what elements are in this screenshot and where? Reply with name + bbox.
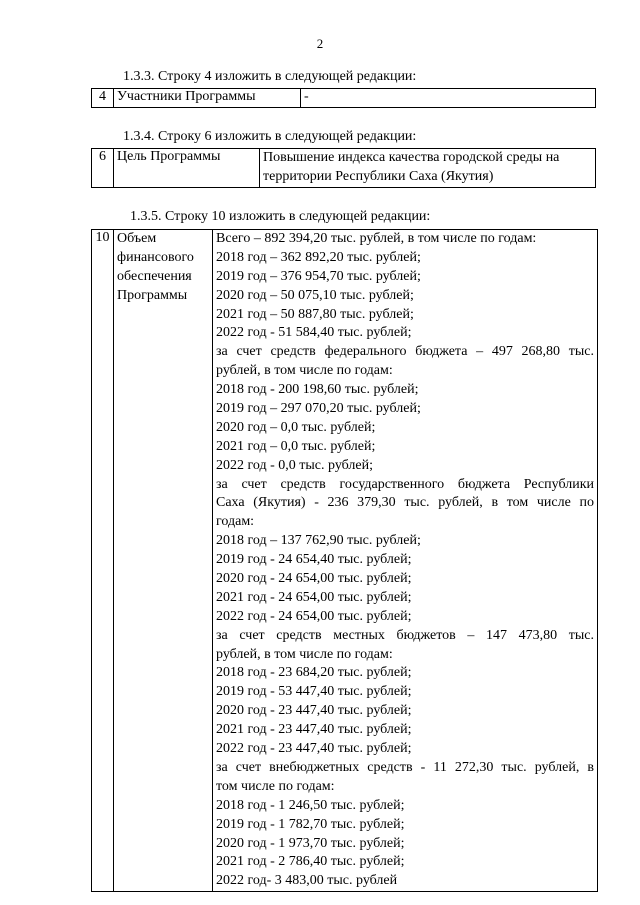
funding-content (213, 230, 598, 892)
funding-line: 2022 год - 24 654,00 тыс. рублей; (216, 608, 412, 624)
section-heading-1-3-5: 1.3.5. Строку 10 изложить в следующей редакции: (130, 209, 431, 224)
table-row-6 (91, 148, 596, 188)
funding-line: 2019 год – 297 070,20 тыс. рублей; (216, 401, 421, 417)
funding-line: 2018 год – 137 762,90 тыс. рублей; (216, 533, 421, 549)
funding-line: 2021 год – 50 887,80 тыс. рублей; (216, 306, 414, 322)
funding-line: за счет средств местных бюджетов – 147 473,80 тыс. (216, 627, 594, 643)
funding-line: 2020 год - 23 447,40 тыс. рублей; (216, 703, 412, 719)
funding-line: 2022 год- 3 483,00 тыс. рублей (216, 873, 398, 889)
row-label-line: Объем (117, 231, 157, 246)
funding-line: за счет средств федерального бюджета – 497 268,80 тыс. (216, 344, 594, 360)
row-label-line: обеспечения (117, 268, 192, 284)
funding-line: 2020 год – 50 075,10 тыс. рублей; (216, 287, 414, 303)
funding-line: 2019 год - 53 447,40 тыс. рублей; (216, 684, 412, 700)
funding-line: 2022 год - 0,0 тыс. рублей; (216, 457, 374, 473)
row-value (260, 149, 596, 188)
page-number: 2 (316, 36, 324, 51)
funding-line: годам: (216, 514, 255, 530)
row-value: - (301, 89, 596, 108)
section-heading-1-3-3: 1.3.3. Строку 4 изложить в следующей редакции: (123, 69, 417, 84)
funding-line: 2018 год - 200 198,60 тыс. рублей; (216, 382, 419, 398)
funding-line: рублей, в том числе по годам: (216, 646, 393, 662)
row-value-line: территории Республики Саха (Якутия) (263, 168, 494, 184)
funding-line: том числе по годам: (216, 778, 335, 794)
funding-line: 2019 год - 24 654,40 тыс. рублей; (216, 552, 412, 568)
funding-line: 2021 год - 2 786,40 тыс. рублей; (216, 854, 405, 870)
table-row-4 (91, 88, 596, 108)
funding-line: 2020 год - 24 654,00 тыс. рублей; (216, 571, 412, 587)
row-value-line: Повышение индекса качества городской среды на (263, 150, 560, 165)
funding-line: за счет средств государственного бюджета Республики (216, 476, 594, 492)
row-label: Цель Программы (114, 149, 260, 188)
funding-line: за счет внебюджетных средств - 11 272,30 тыс. рублей, в (216, 759, 594, 775)
funding-line: 2022 год - 51 584,40 тыс. рублей; (216, 325, 412, 341)
funding-line: 2018 год - 1 246,50 тыс. рублей; (216, 797, 405, 813)
funding-line: 2020 год - 1 973,70 тыс. рублей; (216, 835, 405, 851)
row-number: 4 (92, 89, 114, 108)
row-label-line: финансового (117, 249, 194, 265)
funding-line: рублей, в том числе по годам: (216, 363, 393, 379)
table-row-10 (91, 229, 598, 892)
funding-line: 2021 год – 0,0 тыс. рублей; (216, 438, 376, 454)
funding-line: 2020 год – 0,0 тыс. рублей; (216, 419, 376, 435)
section-heading-1-3-4: 1.3.4. Строку 6 изложить в следующей редакции: (123, 129, 417, 144)
funding-line: Всего – 892 394,20 тыс. рублей, в том числе по годам: (216, 231, 537, 246)
row-number: 6 (92, 149, 114, 188)
funding-line: 2018 год – 362 892,20 тыс. рублей; (216, 249, 421, 265)
funding-line: Саха (Якутия) - 236 379,30 тыс. рублей, в том числе по (216, 495, 594, 511)
funding-line: 2021 год - 23 447,40 тыс. рублей; (216, 722, 412, 738)
row-number: 10 (92, 230, 114, 892)
row-label: Участники Программы (114, 89, 301, 108)
row-label (114, 230, 213, 892)
funding-line: 2019 год - 1 782,70 тыс. рублей; (216, 816, 405, 832)
funding-line: 2022 год - 23 447,40 тыс. рублей; (216, 741, 412, 757)
funding-line: 2018 год - 23 684,20 тыс. рублей; (216, 665, 412, 681)
row-label-line: Программы (117, 287, 188, 303)
funding-line: 2021 год - 24 654,00 тыс. рублей; (216, 589, 412, 605)
funding-line: 2019 год – 376 954,70 тыс. рублей; (216, 268, 421, 284)
